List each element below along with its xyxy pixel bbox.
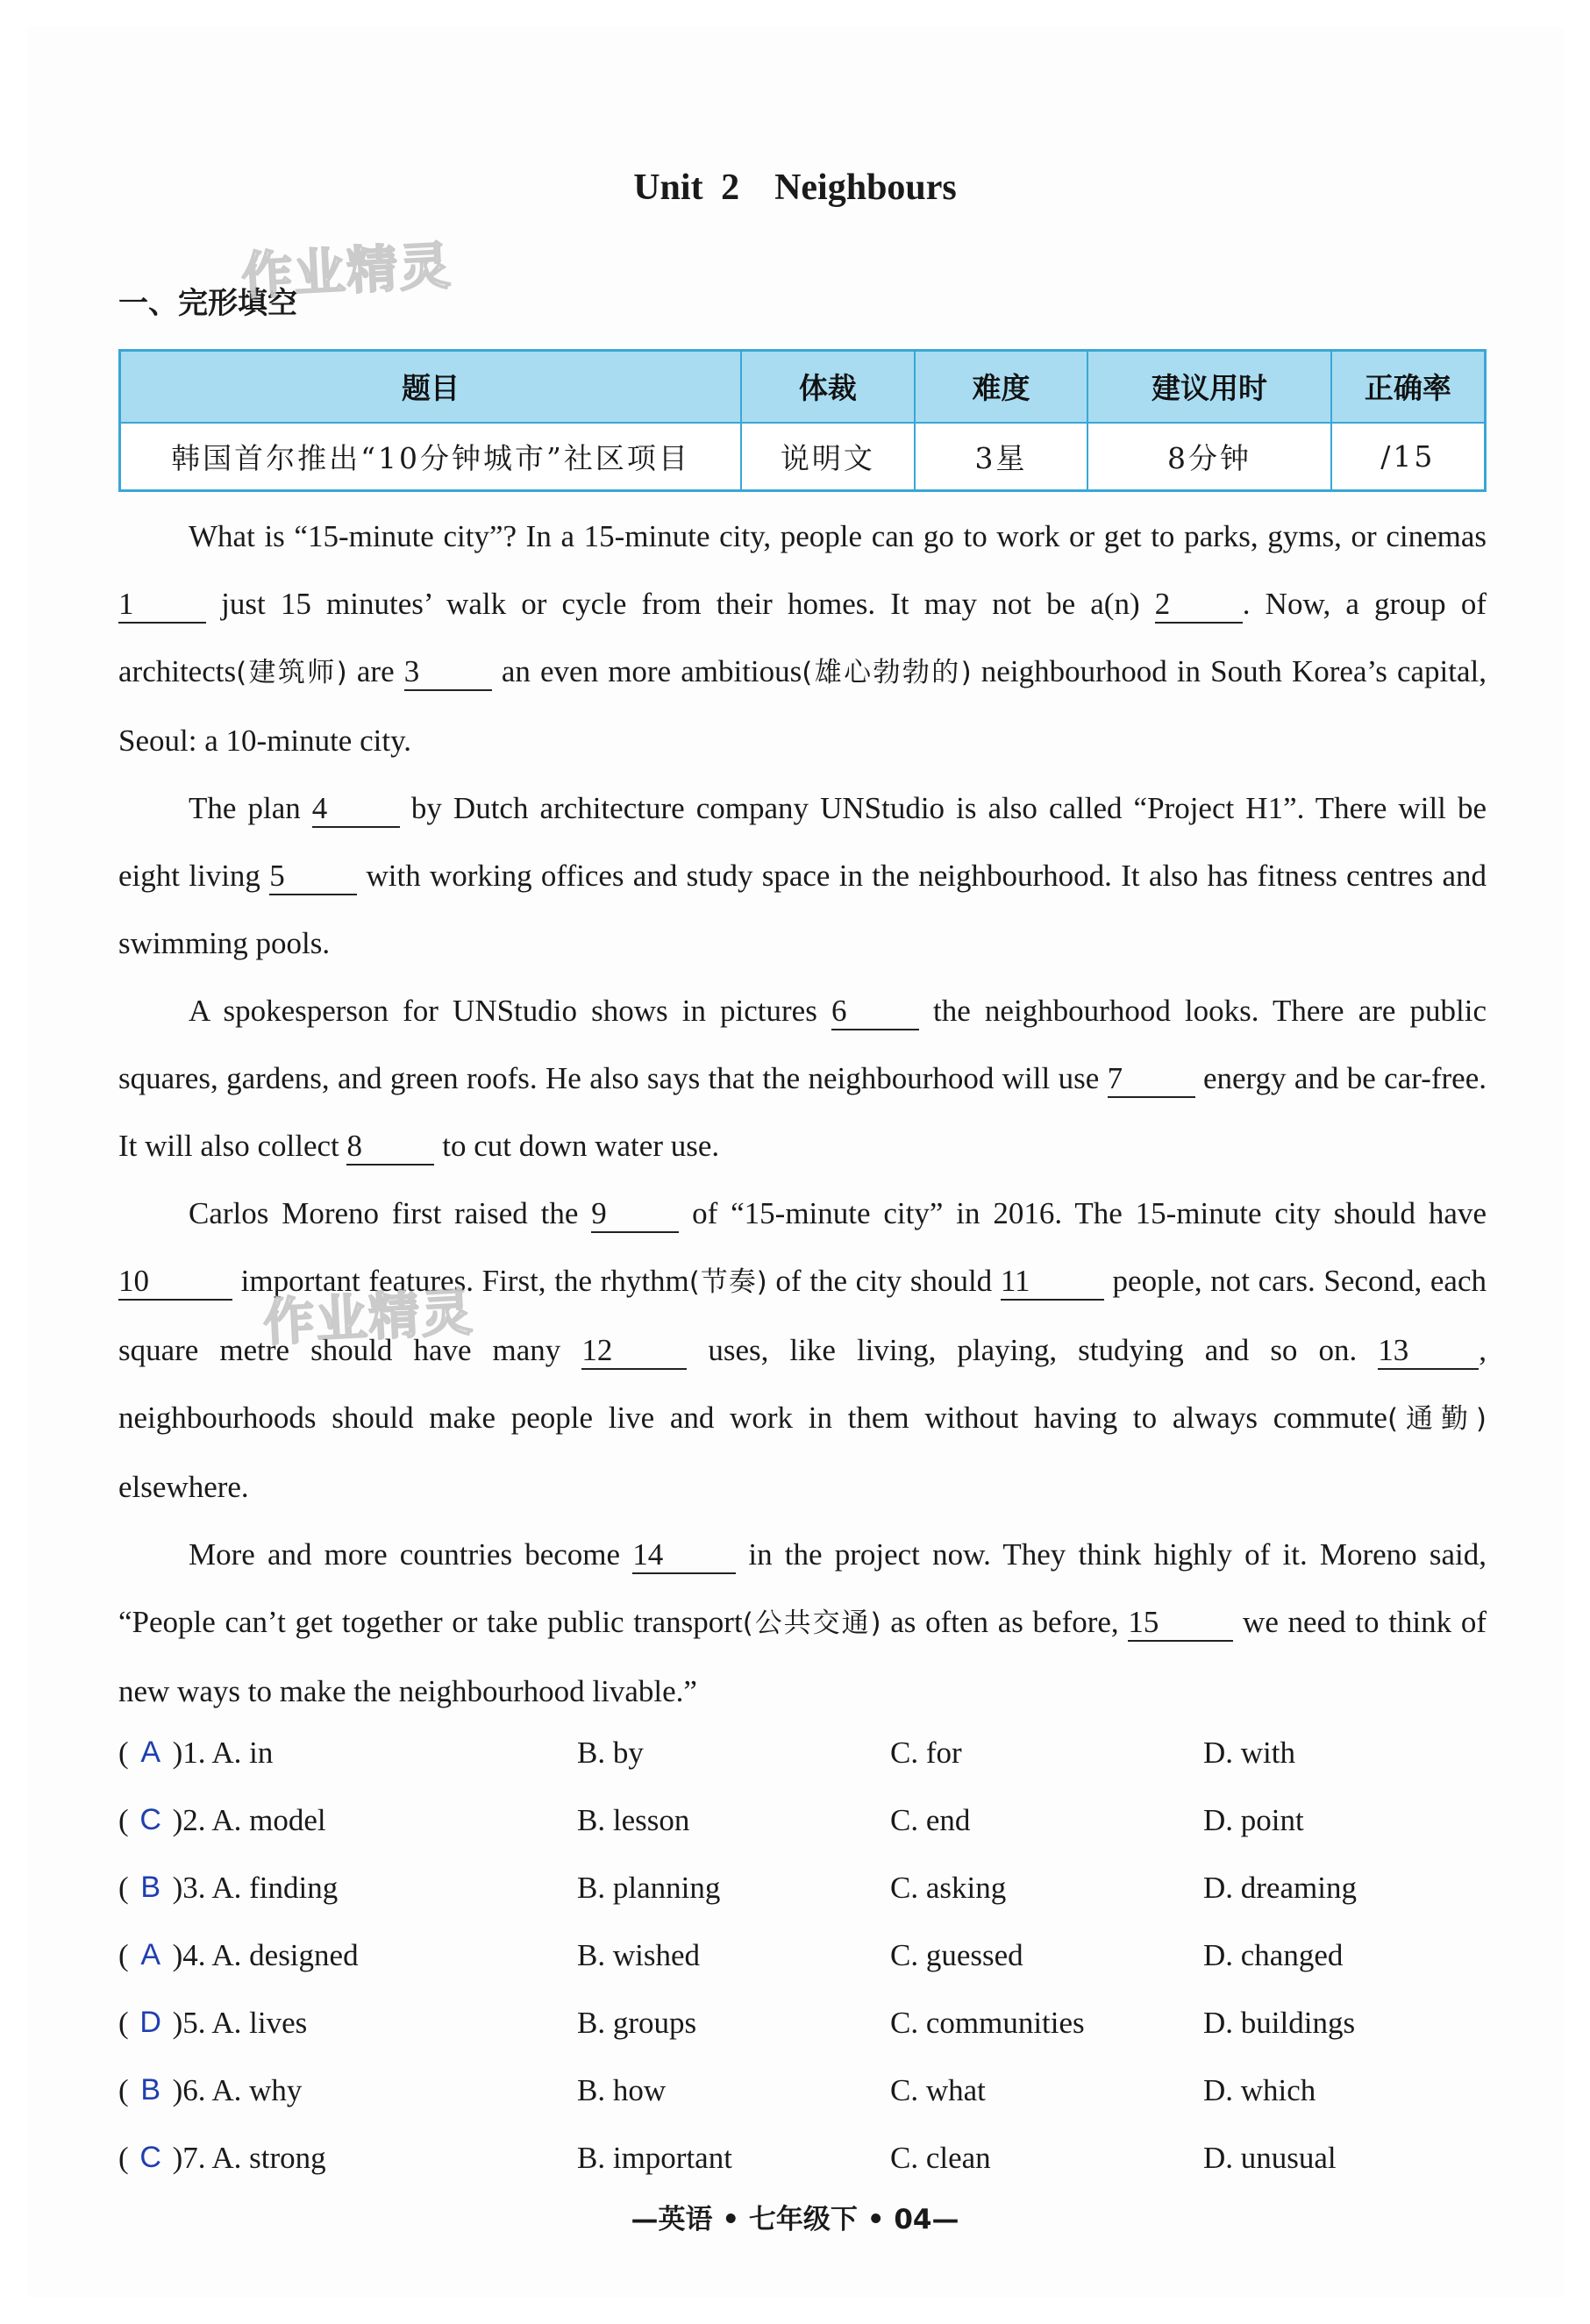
question-option-c[interactable]: C. for	[890, 1735, 962, 1770]
cell-topic: 韩国首尔推出“10分钟城市”社区项目	[120, 423, 742, 491]
text-run: an even more ambitious	[491, 654, 802, 688]
info-table-row	[120, 423, 1486, 491]
paragraph-3	[118, 977, 1487, 1180]
blank-7[interactable]: 7	[1108, 1061, 1195, 1098]
open-paren: (	[118, 2072, 129, 2107]
paragraph-5	[118, 1521, 1487, 1725]
text-run: just 15 minutes’ walk or cycle from their homes. It may not be a(n)	[206, 587, 1155, 621]
question-option-b[interactable]: B. groups	[577, 2005, 697, 2040]
open-paren: (	[118, 1735, 129, 1770]
text-run: What is “15-minute city”? In a 15-minute city, people can go to work or get to parks, gyms, or cinemas	[189, 519, 1487, 553]
header-time: 建议用时	[1087, 351, 1330, 423]
cell-genre: 说明文	[741, 423, 915, 491]
header-topic: 题目	[120, 351, 742, 423]
answer-mark[interactable]: B	[140, 1871, 160, 1904]
question-option-b[interactable]: B. wished	[577, 1937, 700, 1972]
cell-time: 8分钟	[1087, 423, 1330, 491]
question-option-a[interactable]: )7. A. strong	[172, 2140, 326, 2175]
question-option-a[interactable]: )3. A. finding	[172, 1870, 339, 1905]
text-run: The plan	[189, 791, 312, 825]
page-title	[0, 167, 1590, 209]
blank-11[interactable]: 11	[1001, 1264, 1104, 1301]
blank-1[interactable]: 1	[118, 587, 206, 624]
question-option-a[interactable]: )1. A. in	[172, 1735, 274, 1770]
open-paren: (	[118, 1802, 129, 1837]
question-option-b[interactable]: B. important	[577, 2140, 732, 2175]
question-list	[118, 1719, 1487, 2192]
blank-8[interactable]: 8	[346, 1129, 434, 1166]
question-option-b[interactable]: B. planning	[577, 1870, 721, 1905]
text-run: the neighbourhood looks. There are public squares, gardens, and green roofs. He also says that the neighbourhood will use	[118, 994, 1487, 1095]
text-run: important features. First, the rhythm	[232, 1264, 689, 1298]
unit-label: Unit 2	[633, 168, 740, 208]
text-run: in the project now. They think highly of it. Moreno said, “People can’t get together or take public transport	[118, 1537, 1487, 1639]
question-option-d[interactable]: D. which	[1203, 2072, 1316, 2107]
text-gloss: (建筑师)	[236, 657, 347, 688]
blank-9[interactable]: 9	[591, 1196, 679, 1233]
text-run: we need to think of new ways to make the neighbourhood livable.”	[118, 1605, 1487, 1708]
question-option-c[interactable]: C. clean	[890, 2140, 991, 2175]
question-option-d[interactable]: D. point	[1203, 1802, 1304, 1837]
question-option-d[interactable]: D. changed	[1203, 1937, 1344, 1972]
question-row	[118, 2057, 1487, 2124]
watermark: 作业精灵	[239, 235, 453, 307]
page-footer: —英语 • 七年级下 • 04—	[631, 2204, 959, 2235]
question-option-d[interactable]: D. buildings	[1203, 2005, 1356, 2040]
question-option-a[interactable]: )5. A. lives	[172, 2005, 308, 2040]
question-row	[118, 1786, 1487, 1854]
blank-13[interactable]: 13	[1378, 1333, 1479, 1370]
text-gloss: (公共交通)	[742, 1608, 881, 1639]
blank-5[interactable]: 5	[269, 859, 357, 895]
question-option-b[interactable]: B. lesson	[577, 1802, 690, 1837]
question-row	[118, 2124, 1487, 2192]
blank-14[interactable]: 14	[632, 1537, 736, 1574]
text-run: to cut down water use.	[434, 1129, 720, 1163]
text-run: . Now, a group of architects	[118, 587, 1487, 688]
question-option-b[interactable]: B. by	[577, 1735, 644, 1770]
question-row	[118, 1719, 1487, 1786]
text-run: by Dutch architecture company UNStudio is also called “Project H1”. There will be eight living	[118, 791, 1487, 893]
question-option-d[interactable]: D. unusual	[1203, 2140, 1337, 2175]
paragraph-4	[118, 1180, 1487, 1521]
text-run: elsewhere.	[118, 1470, 249, 1504]
blank-6[interactable]: 6	[831, 994, 919, 1030]
answer-mark[interactable]: C	[139, 1803, 161, 1836]
paragraph-2	[118, 774, 1487, 977]
answer-mark[interactable]: A	[140, 1736, 160, 1769]
text-run: uses, like living, playing, studying and so on.	[687, 1333, 1379, 1367]
text-run: , neighbourhoods should make people live and work in them without having to always commute	[118, 1333, 1487, 1435]
blank-4[interactable]: 4	[312, 791, 400, 828]
open-paren: (	[118, 2140, 129, 2175]
blank-12[interactable]: 12	[581, 1333, 687, 1370]
text-run: of the city should	[766, 1264, 1001, 1298]
cell-accuracy: /15	[1331, 423, 1486, 491]
section-heading: 一、完形填空	[118, 286, 297, 321]
info-table-header-row	[120, 351, 1486, 423]
blank-2[interactable]: 2	[1155, 587, 1243, 624]
open-paren: (	[118, 1870, 129, 1905]
question-option-c[interactable]: C. asking	[890, 1870, 1007, 1905]
watermark: 作业精灵	[261, 1281, 475, 1353]
header-genre: 体裁	[741, 351, 915, 423]
question-row	[118, 1854, 1487, 1921]
blank-15[interactable]: 15	[1128, 1605, 1233, 1642]
text-run: neighbourhood in South Korea’s capital, Seoul: a 10-minute city.	[118, 654, 1487, 758]
cloze-passage	[118, 503, 1487, 1725]
text-run: energy and be car-free. It will also collect	[118, 1061, 1487, 1163]
header-accuracy: 正确率	[1331, 351, 1486, 423]
question-option-c[interactable]: C. communities	[890, 2005, 1085, 2040]
blank-3[interactable]: 3	[404, 654, 492, 691]
text-run: A spokesperson for UNStudio shows in pictures	[189, 994, 831, 1028]
text-gloss: (通勤)	[1387, 1403, 1487, 1435]
text-run: with working offices and study space in the neighbourhood. It also has fitness centres and swimming pools.	[118, 859, 1487, 960]
question-option-d[interactable]: D. with	[1203, 1735, 1295, 1770]
text-gloss: (节奏)	[688, 1266, 767, 1298]
question-row	[118, 1921, 1487, 1989]
question-option-a[interactable]: )2. A. model	[172, 1802, 326, 1837]
unit-name: Neighbours	[774, 168, 957, 208]
header-difficulty: 难度	[915, 351, 1088, 423]
paragraph-1	[118, 503, 1487, 774]
text-run: are	[346, 654, 404, 688]
text-run: More and more countries become	[189, 1537, 633, 1572]
question-option-a[interactable]: )4. A. designed	[172, 1937, 359, 1972]
question-option-c[interactable]: C. what	[890, 2072, 986, 2107]
open-paren: (	[118, 1937, 129, 1972]
answer-mark[interactable]: C	[139, 2141, 161, 2174]
question-row	[118, 1989, 1487, 2057]
info-table	[118, 349, 1487, 492]
blank-10[interactable]: 10	[118, 1264, 232, 1301]
text-gloss: (雄心勃勃的)	[802, 657, 972, 688]
text-run: as often as before,	[881, 1605, 1129, 1639]
question-option-d[interactable]: D. dreaming	[1203, 1870, 1357, 1905]
open-paren: (	[118, 2005, 129, 2040]
text-run: people, not cars. Second, each square metre should have many	[118, 1264, 1487, 1367]
question-option-c[interactable]: C. end	[890, 1802, 971, 1837]
answer-mark[interactable]: B	[140, 2073, 160, 2107]
question-option-a[interactable]: )6. A. why	[172, 2072, 303, 2107]
cell-difficulty: 3星	[915, 423, 1088, 491]
answer-mark[interactable]: D	[139, 2006, 161, 2039]
text-run: Carlos Moreno first raised the	[189, 1196, 592, 1230]
question-option-b[interactable]: B. how	[577, 2072, 667, 2107]
answer-mark[interactable]: A	[140, 1938, 160, 1971]
question-option-c[interactable]: C. guessed	[890, 1937, 1023, 1972]
text-run: of “15-minute city” in 2016. The 15-minute city should have	[679, 1196, 1487, 1230]
